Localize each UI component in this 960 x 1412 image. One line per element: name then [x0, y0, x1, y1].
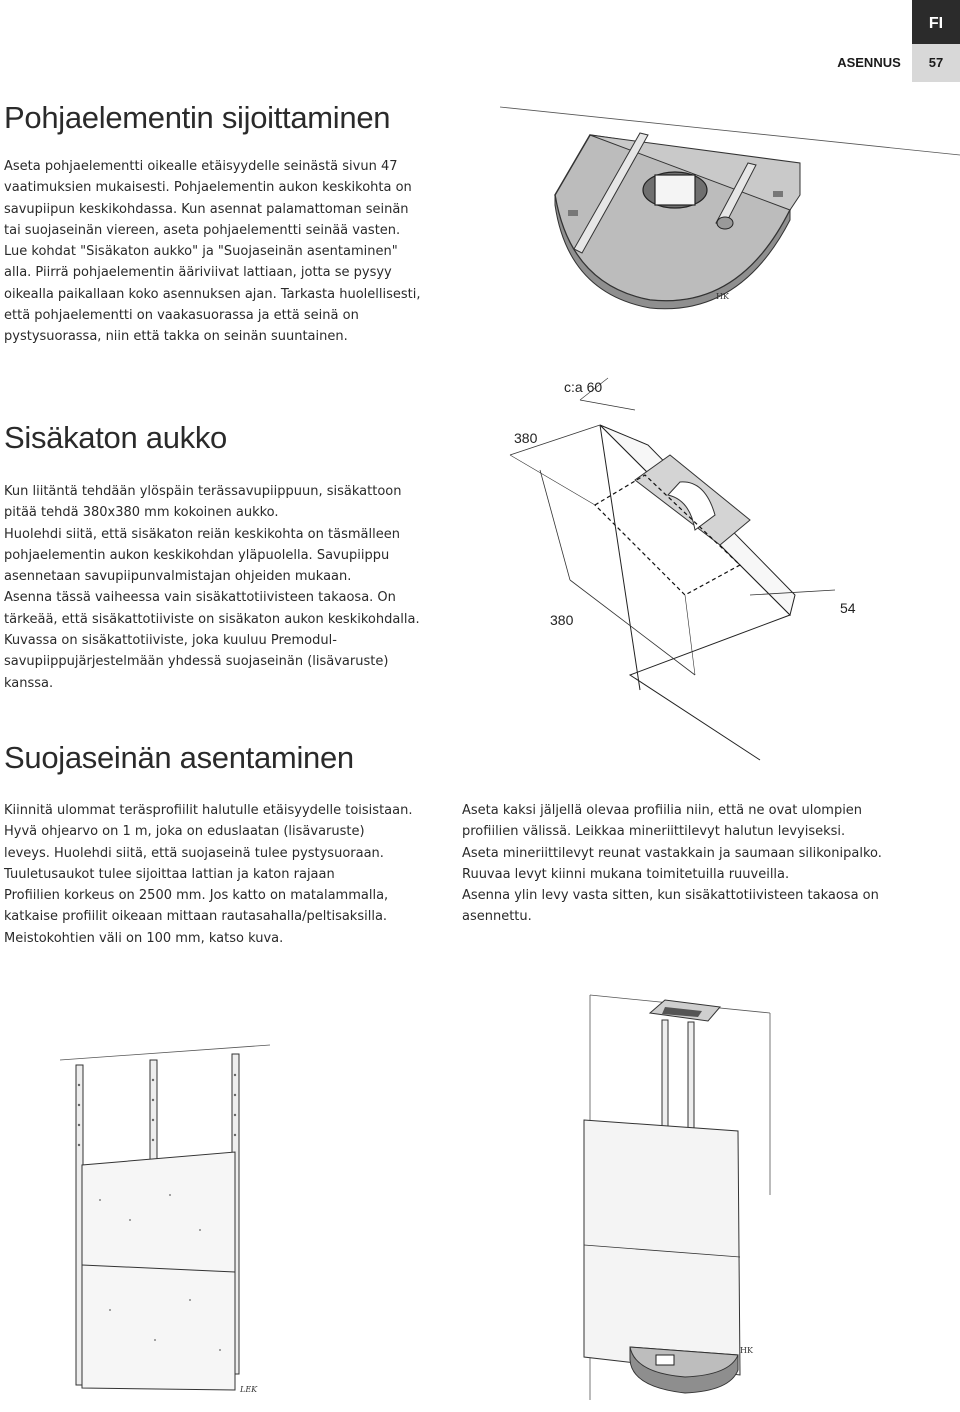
wall-assembly-signature: HK	[740, 1346, 753, 1355]
text-line: alla. Piirrä pohjaelementin ääriviivat lattiaan, jotta se pysyy	[4, 265, 392, 281]
text-line: Kiinnitä ulommat teräsprofiilit halutulle etäisyydelle toisistaan.	[4, 803, 413, 818]
ceiling-opening-diagram	[490, 370, 960, 770]
text-line: Aseta pohjaelementti oikealle etäisyydelle seinästä sivun 47	[4, 159, 398, 174]
text-line: asennettu.	[462, 909, 532, 925]
text-line: Tuuletusaukot tulee sijoittaa lattian ja katon rajaan	[4, 866, 335, 882]
wall-frame-signature: LEK	[240, 1385, 258, 1394]
text-line: pohjaelementin aukon keskikohdan yläpuolella. Savupiippu	[4, 547, 390, 563]
text-line: kanssa.	[4, 675, 54, 691]
text-line: savupiipun keskikohdassa. Kun asennat palamattoman seinän	[4, 201, 409, 217]
text-line: pitää tehdä 380x380 mm kokoinen aukko.	[4, 505, 279, 521]
language-tab: FI	[912, 0, 960, 44]
wall-frame-illustration	[60, 1040, 280, 1410]
base-plate-signature: HK	[716, 292, 729, 301]
section-title-base-placement: Pohjaelementin sijoittaminen	[4, 100, 391, 135]
text-line: Asenna ylin levy vasta sitten, kun sisäkattotiivisteen takaosa on	[462, 888, 879, 904]
ceiling-opening-paragraph	[4, 481, 420, 694]
dimension-label-thickness: 54	[840, 600, 856, 616]
page-number: 57	[912, 44, 960, 82]
section-header: ASENNUS	[837, 55, 901, 70]
text-line: asennetaan savupiipunvalmistajan ohjeiden mukaan.	[4, 569, 352, 585]
wall-assembly-illustration	[590, 995, 890, 1400]
wall-installation-paragraph-left	[4, 800, 412, 949]
text-line: Kun liitäntä tehdään ylöspäin terässavupiippuun, sisäkattoon	[4, 484, 402, 499]
text-line: Asenna tässä vaiheessa vain sisäkattotiivisteen takaosa. On	[4, 590, 396, 606]
base-placement-paragraph	[4, 156, 420, 348]
text-line: Ruuvaa levyt kiinni mukana toimitetuilla ruuveilla.	[462, 866, 790, 882]
text-line: Profiilien korkeus on 2500 mm. Jos katto on matalammalla,	[4, 888, 389, 904]
dimension-label-clearance: c:a 60	[564, 379, 603, 395]
text-line: Aseta kaksi jäljellä olevaa profiilia niin, että ne ovat ulompien	[462, 803, 863, 818]
text-line: Lue kohdat "Sisäkaton aukko" ja "Suojaseinän asentaminen"	[4, 244, 398, 260]
text-line: tärkeää, että sisäkattotiiviste on sisäkaton aukon keskikohdalla.	[4, 611, 420, 627]
text-line: Huolehdi siitä, että sisäkaton reiän keskikohta on täsmälleen	[4, 526, 400, 542]
section-title-wall-installation: Suojaseinän asentaminen	[4, 740, 354, 775]
text-line: Aseta mineriittilevyt reunat vastakkain ja saumaan silikonipalko.	[462, 845, 882, 861]
dimension-label-width-right: 380	[550, 612, 574, 628]
text-line: oikealla paikallaan koko asennuksen ajan. Tarkasta huolellisesti,	[4, 286, 421, 302]
base-plate-illustration	[490, 95, 960, 325]
text-line: Kuvassa on sisäkattotiiviste, joka kuuluu Premodul-	[4, 633, 337, 649]
text-line: leveys. Huolehdi siitä, että suojaseinä tulee pystysuoraan.	[4, 845, 384, 861]
text-line: pystysuorassa, niin että takka on seinän suuntainen.	[4, 329, 348, 345]
dimension-label-width-left: 380	[514, 430, 538, 446]
text-line: Hyvä ohjearvo on 1 m, joka on eduslaatan (lisävaruste)	[4, 824, 365, 840]
text-line: Meistokohtien väli on 100 mm, katso kuva.	[4, 930, 284, 946]
text-line: katkaise profiilit oikeaan mittaan rautasahalla/peltisaksilla.	[4, 909, 388, 925]
wall-installation-paragraph-right	[462, 800, 882, 928]
text-line: vaatimuksien mukaisesti. Pohjaelementin aukon keskikohta on	[4, 180, 412, 196]
text-line: tai suojaseinän viereen, aseta pohjaelementti seinää vasten.	[4, 222, 401, 238]
text-line: savupiippujärjestelmään yhdessä suojaseinän (lisävaruste)	[4, 654, 389, 670]
text-line: profiilien välissä. Leikkaa mineriittilevyt halutun levyiseksi.	[462, 824, 846, 840]
section-title-ceiling-opening: Sisäkaton aukko	[4, 420, 227, 455]
text-line: että pohjaelementti on vaakasuorassa ja että seinä on	[4, 308, 359, 324]
